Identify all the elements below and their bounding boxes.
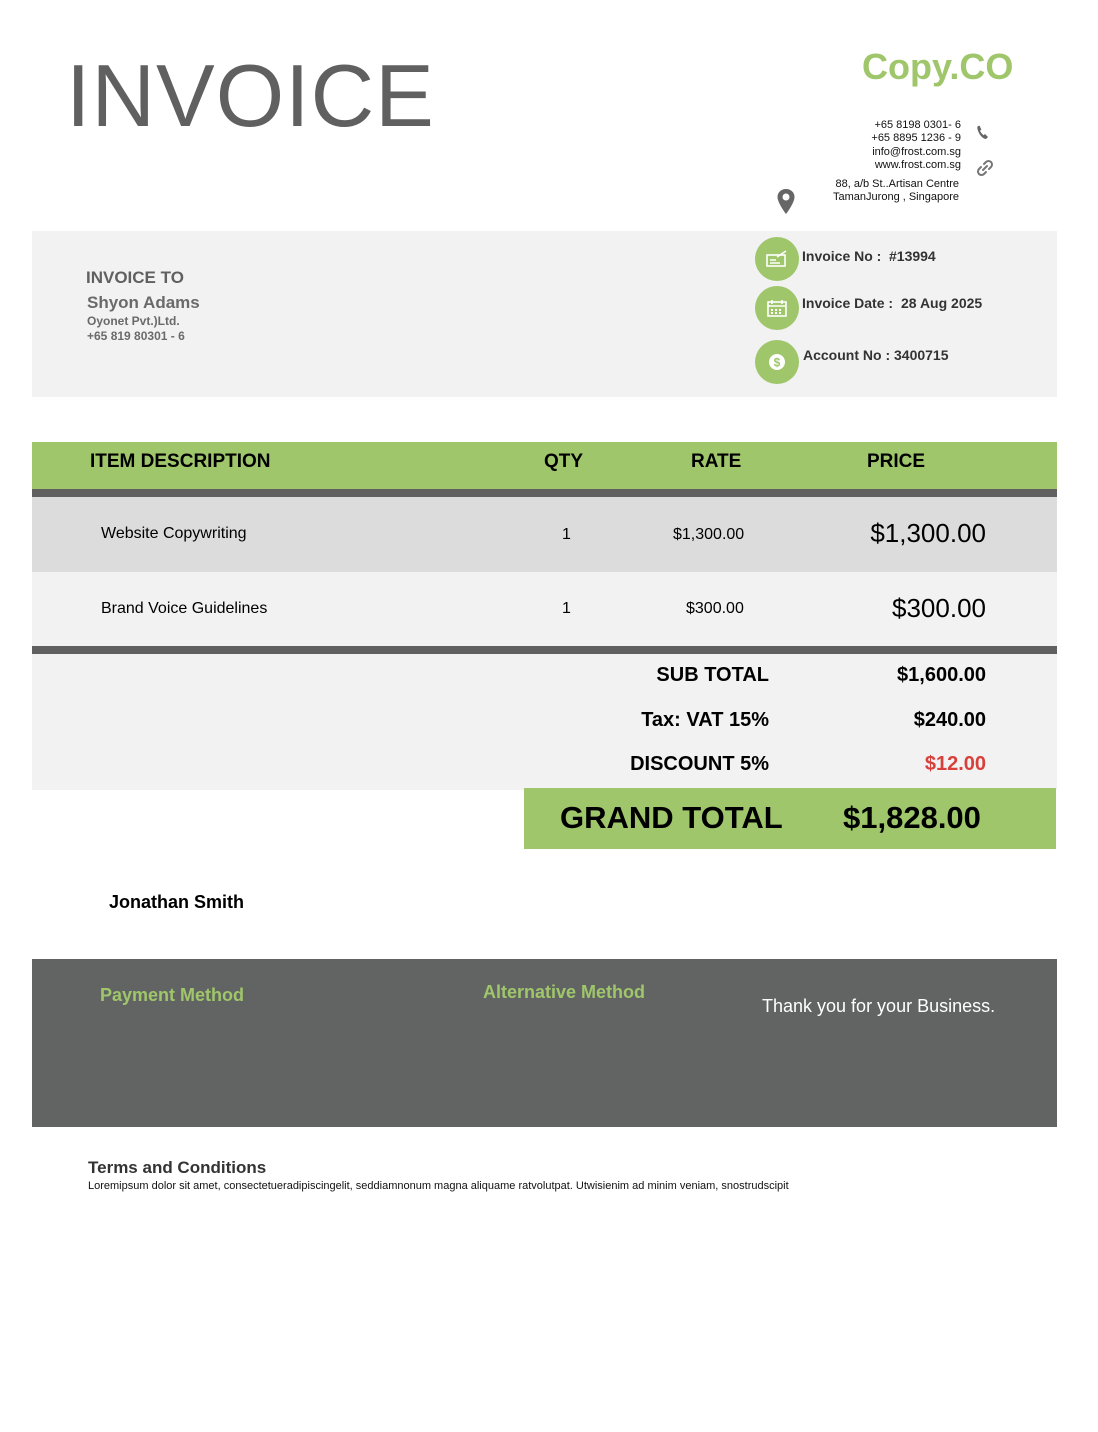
row-description: Brand Voice Guidelines bbox=[101, 600, 268, 617]
invoice-date-value: 28 Aug 2025 bbox=[901, 295, 983, 311]
terms-heading: Terms and Conditions bbox=[88, 1158, 267, 1177]
discount-label: DISCOUNT 5% bbox=[630, 753, 769, 775]
column-header-rate: RATE bbox=[691, 451, 742, 472]
invoice-number-label: Invoice No : bbox=[802, 248, 882, 264]
address-line-1: 88, a/b St..Artisan Centre bbox=[835, 178, 959, 190]
phone-1: +65 8198 0301- 6 bbox=[874, 119, 961, 131]
grand-total-value: $1,828.00 bbox=[843, 800, 981, 835]
column-header-description: ITEM DESCRIPTION bbox=[90, 451, 271, 472]
thank-you-message: Thank you for your Business. bbox=[762, 996, 996, 1016]
table-divider-bottom bbox=[32, 646, 1057, 654]
client-company: Oyonet Pvt.)Ltd. bbox=[87, 314, 180, 328]
tax-value: $240.00 bbox=[913, 709, 986, 731]
phone-icon bbox=[975, 124, 991, 142]
svg-text:$: $ bbox=[773, 355, 781, 370]
dollar-icon bbox=[755, 340, 799, 384]
table-divider-top bbox=[32, 489, 1057, 497]
client-phone: +65 819 80301 - 6 bbox=[87, 329, 185, 343]
subtotal-value: $1,600.00 bbox=[897, 664, 986, 686]
website: www.frost.com.sg bbox=[874, 159, 961, 171]
column-header-qty: QTY bbox=[544, 451, 584, 472]
column-header-price: PRICE bbox=[867, 451, 926, 472]
row-qty: 1 bbox=[562, 600, 571, 617]
link-icon bbox=[975, 158, 995, 178]
row-description: Website Copywriting bbox=[101, 525, 247, 542]
account-number-label: Account No : bbox=[803, 347, 891, 363]
alternative-method-heading: Alternative Method bbox=[483, 982, 646, 1002]
address-line-2: TamanJurong , Singapore bbox=[833, 191, 959, 203]
calendar-icon bbox=[755, 286, 799, 330]
location-pin-icon bbox=[776, 188, 796, 216]
email: info@frost.com.sg bbox=[872, 146, 961, 158]
row-rate: $300.00 bbox=[686, 600, 744, 617]
discount-value: $12.00 bbox=[924, 753, 986, 775]
subtotal-label: SUB TOTAL bbox=[656, 664, 769, 686]
invoice-date-label: Invoice Date : bbox=[802, 295, 894, 311]
company-logo-text: Copy.CO bbox=[862, 46, 1014, 87]
row-price: $300.00 bbox=[892, 593, 986, 623]
row-qty: 1 bbox=[562, 526, 571, 543]
row-price: $1,300.00 bbox=[870, 518, 986, 548]
client-name: Shyon Adams bbox=[87, 293, 200, 312]
phone-2: +65 8895 1236 - 9 bbox=[871, 132, 961, 144]
account-number-value: 3400715 bbox=[894, 347, 949, 363]
invoice-number-value: #13994 bbox=[889, 248, 936, 264]
signer-name: Jonathan Smith bbox=[109, 892, 245, 912]
invoice-to-label: INVOICE TO bbox=[86, 268, 184, 287]
payment-method-heading: Payment Method bbox=[100, 985, 245, 1005]
invoice-title: INVOICE bbox=[66, 46, 435, 145]
grand-total-label: GRAND TOTAL bbox=[560, 800, 783, 835]
invoice-number-icon bbox=[755, 237, 799, 281]
row-rate: $1,300.00 bbox=[673, 526, 745, 543]
tax-label: Tax: VAT 15% bbox=[641, 709, 769, 731]
terms-body: Loremipsum dolor sit amet, consectetueradipiscingelit, seddiamnonum magna aliquame ratvolutpat. Utwisienim ad minim veniam, snostrudscipit bbox=[88, 1180, 789, 1192]
